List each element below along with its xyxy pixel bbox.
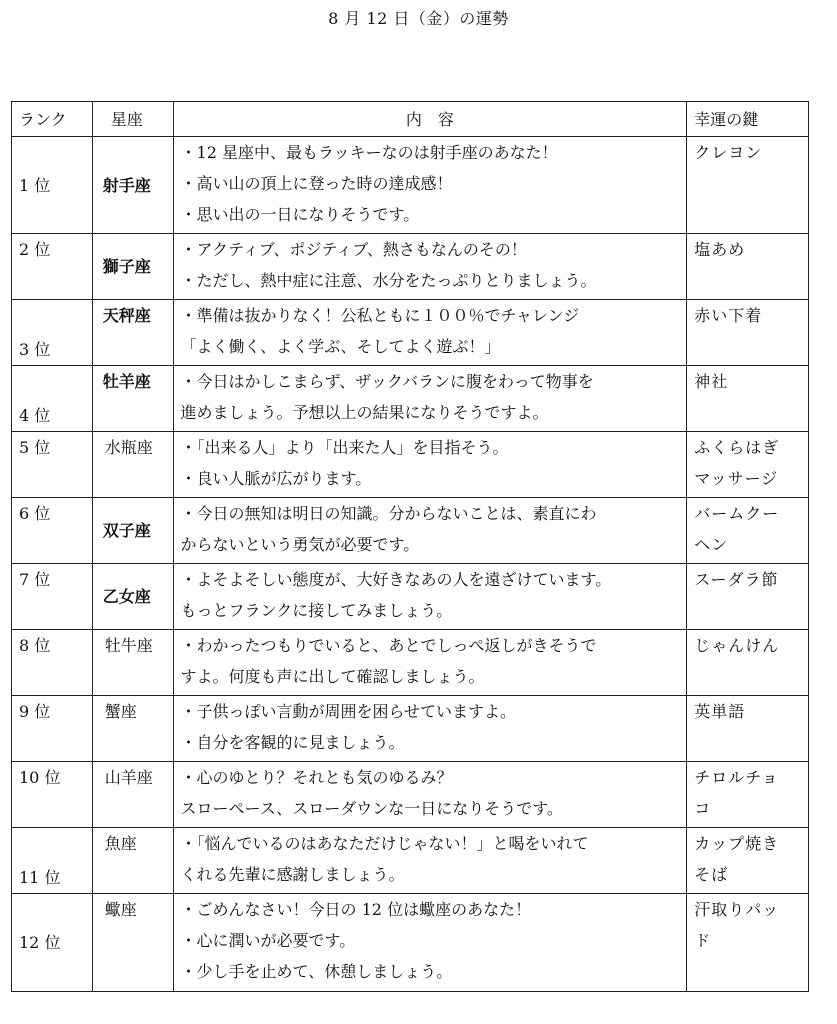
sign-cell: 天秤座: [92, 300, 173, 366]
content-line: ・今日の無知は明日の知識。分からないことは、素直にわ: [180, 504, 597, 523]
lucky-key-line: 英単語: [694, 702, 746, 721]
content-line: 「よく働く、よく学ぶ、そしてよく遊ぶ！」: [180, 337, 501, 356]
lucky-key-cell: [687, 498, 809, 564]
content-cell: [173, 564, 687, 630]
table-row: [12, 630, 809, 696]
page-title: 8 月 12 日（金）の運勢: [328, 9, 509, 28]
content-line: ・心のゆとり？それとも気のゆるみ？: [180, 768, 453, 787]
table-row: [12, 432, 809, 498]
content-line: ・思い出の一日になりそうです。: [180, 205, 420, 224]
rank-cell: 12 位: [12, 894, 93, 992]
lucky-key-cell: [687, 432, 809, 498]
table-row: [12, 762, 809, 828]
lucky-key-cell: [687, 137, 809, 234]
rank-cell: 11 位: [12, 828, 93, 894]
lucky-key-line: ふくらはぎ: [694, 438, 780, 457]
content-line: 進めましょう。予想以上の結果になりそうですよ。: [180, 403, 549, 422]
lucky-key-cell: [687, 630, 809, 696]
lucky-key-line: コ: [694, 799, 712, 818]
content-cell: [173, 762, 687, 828]
header-content: 内 容: [173, 102, 687, 137]
content-line: ・良い人脈が広がります。: [180, 469, 372, 488]
table-row: [12, 828, 809, 894]
content-line: ・「出来る人」より「出来た人」を目指そう。: [180, 438, 509, 457]
lucky-key-line: 赤い下着: [694, 306, 763, 325]
sign-cell: 双子座: [92, 498, 173, 564]
rank-cell: 8 位: [12, 630, 93, 696]
lucky-key-cell: [687, 234, 809, 300]
rank-cell: 9 位: [12, 696, 93, 762]
content-line: ・心に潤いが必要です。: [180, 931, 356, 950]
table-row: [12, 137, 809, 234]
table-row: [12, 234, 809, 300]
content-line: もっとフランクに接してみましょう。: [180, 601, 453, 620]
rank-cell: 7 位: [12, 564, 93, 630]
lucky-key-line: ヘン: [694, 535, 729, 554]
content-line: スローペース、スローダウンな一日になりそうです。: [180, 799, 563, 818]
lucky-key-cell: [687, 696, 809, 762]
rank-cell: 3 位: [12, 300, 93, 366]
content-line: ・自分を客観的に見ましょう。: [180, 733, 405, 752]
content-line: ・高い山の頂上に登った時の達成感！: [180, 174, 453, 193]
content-cell: [173, 137, 687, 234]
header-rank: ランク: [12, 102, 93, 137]
lucky-key-line: スーダラ節: [694, 570, 779, 589]
content-line: すよ。何度も声に出して確認しましょう。: [180, 667, 485, 686]
sign-cell: 魚座: [92, 828, 173, 894]
sign-cell: 蠍座: [92, 894, 173, 992]
lucky-key-line: ド: [694, 931, 712, 950]
table-header-row: [12, 102, 809, 137]
rank-cell: 4 位: [12, 366, 93, 432]
table-row: [12, 564, 809, 630]
rank-cell: 2 位: [12, 234, 93, 300]
sign-cell: 射手座: [92, 137, 173, 234]
rank-cell: 1 位: [12, 137, 93, 234]
content-cell: [173, 630, 687, 696]
content-line: ・今日はかしこまらず、ザックバランに腹をわって物事を: [180, 372, 594, 391]
sign-cell: 牡羊座: [92, 366, 173, 432]
sign-cell: 水瓶座: [92, 432, 173, 498]
sign-cell: 牡牛座: [92, 630, 173, 696]
lucky-key-line: じゃんけん: [694, 636, 780, 655]
content-cell: [173, 696, 687, 762]
rank-cell: 6 位: [12, 498, 93, 564]
lucky-key-line: マッサージ: [694, 469, 779, 488]
content-cell: [173, 300, 687, 366]
content-cell: [173, 432, 687, 498]
content-line: からないという勇気が必要です。: [180, 535, 420, 554]
lucky-key-line: 汗取りパッ: [694, 900, 780, 919]
content-line: ・わかったつもりでいると、あとでしっぺ返しがきそうで: [180, 636, 597, 655]
content-line: ・ただし、熱中症に注意、水分をたっぷりとりましょう。: [180, 271, 597, 290]
rank-cell: 5 位: [12, 432, 93, 498]
content-line: ・準備は抜かりなく！公私ともに１００％でチャレンジ: [180, 306, 580, 325]
content-cell: [173, 498, 687, 564]
content-cell: [173, 894, 687, 992]
lucky-key-line: バームクー: [694, 504, 780, 523]
lucky-key-cell: [687, 894, 809, 992]
content-line: ・アクティブ、ポジティブ、熱さもなんのその！: [180, 240, 527, 259]
content-cell: [173, 234, 687, 300]
rank-cell: 10 位: [12, 762, 93, 828]
sign-cell: 蟹座: [92, 696, 173, 762]
lucky-key-line: そば: [694, 865, 729, 884]
table-row: [12, 696, 809, 762]
sign-cell: 山羊座: [92, 762, 173, 828]
lucky-key-cell: [687, 564, 809, 630]
content-line: ・子供っぽい言動が周囲を困らせていますよ。: [180, 702, 517, 721]
sign-cell: 獅子座: [92, 234, 173, 300]
lucky-key-cell: [687, 300, 809, 366]
header-key: 幸運の鍵: [687, 102, 809, 137]
lucky-key-line: カップ焼き: [694, 834, 780, 853]
sign-cell: 乙女座: [92, 564, 173, 630]
table-row: [12, 894, 809, 992]
table-row: [12, 498, 809, 564]
lucky-key-line: クレヨン: [694, 143, 763, 162]
lucky-key-line: 神社: [694, 372, 729, 391]
content-line: ・ごめんなさい！今日の 12 位は蠍座のあなた！: [180, 900, 532, 919]
lucky-key-cell: [687, 366, 809, 432]
header-sign: 星座: [92, 102, 173, 137]
lucky-key-cell: [687, 828, 809, 894]
content-line: ・よそよそしい態度が、大好きなあの人を遠ざけています。: [180, 570, 612, 589]
content-line: ・少し手を止めて、休憩しましょう。: [180, 962, 453, 981]
lucky-key-line: チロルチョ: [694, 768, 779, 787]
content-cell: [173, 828, 687, 894]
table-row: [12, 366, 809, 432]
content-cell: [173, 366, 687, 432]
content-line: ・「悩んでいるのはあなただけじゃない！」と喝をいれて: [180, 834, 589, 853]
fortune-table: [11, 101, 809, 992]
lucky-key-line: 塩あめ: [694, 240, 746, 259]
content-line: ・12 星座中、最もラッキーなのは射手座のあなた！: [180, 143, 558, 162]
table-row: [12, 300, 809, 366]
lucky-key-cell: [687, 762, 809, 828]
content-line: くれる先輩に感謝しましょう。: [180, 865, 405, 884]
